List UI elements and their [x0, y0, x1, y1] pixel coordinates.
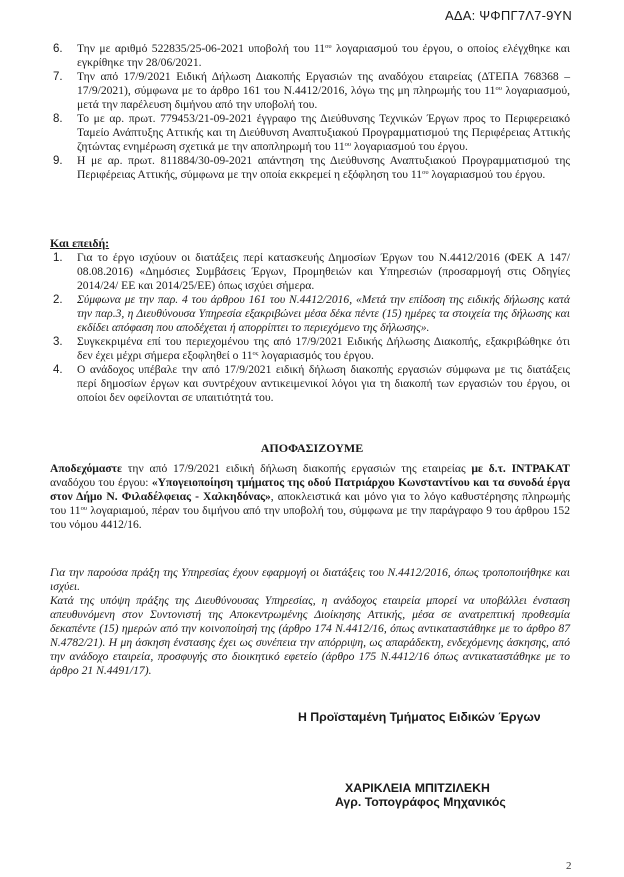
consideration-item: 9. Η με αρ. πρωτ. 811884/30-09-2021 απάντηση της Διεύθυνσης Αναπτυξιακού Προγραμματισμού της Περιφέρειας Αττικής, σύμφωνα με την οποία εκκρεμεί η εξόφληση του $11^{o\upsilon}$ λογαριασμού του έργου. — [53, 154, 570, 181]
whereas-item: 2. Σύμφωνα με την παρ. 4 του άρθρου 161 του Ν.4412/2016, «Μετά την επίδοση της ειδικής δήλωσης κατά την παρ.3, η Διευθύνουσα Υπηρεσία εξακριβώνει μέσα δέκα πέντε (15) ημέρες τα στοιχεία της δήλωσης και εκδίδει απόφαση που αποδέχεται ή απορρίπτει το περιεχόμενο της δήλωσης». — [53, 293, 570, 334]
whereas-item: 3. Συγκεκριμένα επί του περιεχομένου της από 17/9/2021 Ειδικής Δήλωσης Διακοπής, εξακριβώθηκε ότι δεν έχει μέχρι σήμερα εξοφληθεί ο $11^{o\varsigma}$ λογαριασμός του έργου. — [53, 335, 570, 362]
item-number: 3. — [53, 336, 63, 348]
whereas-section — [50, 236, 570, 405]
item-number: 6. — [53, 43, 63, 55]
signatory-title: Αγρ. Τοπογράφος Μηχανικός — [335, 795, 506, 809]
consideration-item: 7. Την από 17/9/2021 Ειδική Δήλωση Διακοπής Εργασιών της αναδόχου εταιρείας (ΔΤΕΠΑ 768368 – 17/9/2021), σύμφωνα με το άρθρο 161 του Ν.4412/2016, λόγω της μη πληρωμής του $11^{o\upsilon}$ λογαριασμού, μετά την παρέλευση διμήνου από την υποβολή του. — [53, 70, 570, 111]
considerations-list — [50, 42, 570, 182]
whereas-item: 4. Ο ανάδοχος υπέβαλε την από 17/9/2021 ειδική δήλωση διακοπής εργασιών σύμφωνα με τις διατάξεις περί δημοσίων έργων και συντρέχουν αντικειμενικοί λόγοι για τη διακοπή των εργασιών του έργου, οι οποίοι δεν οφείλονται σε υπαιτιότητά του. — [53, 363, 570, 404]
legal-notes — [50, 566, 570, 678]
consideration-item: 8. Το με αρ. πρωτ. 779453/21-09-2021 έγγραφο της Διεύθυνσης Τεχνικών Έργων προς το Περιφερειακό Ταμείο Ανάπτυξης Αττικής και τη Διεύθυνση Αναπτυξιακού Προγραμματισμού της Περιφέρειας Αττικής ζητώντας ενημέρωση σχετικά με την αποπληρωμή του $11^{o\upsilon}$ λογαριασμού του έργου. — [53, 112, 570, 153]
item-number: 1. — [53, 252, 63, 264]
consideration-item: 6. Την με αριθμό 522835/25-06-2021 υποβολή του $11^{o\upsilon}$ λογαριασμού του έργου, ο οποίος ελέγχθηκε και εγκρίθηκε την 28/06/2021. — [53, 42, 571, 69]
item-number: 9. — [53, 155, 63, 167]
item-number: 4. — [53, 364, 63, 376]
decision-title: ΑΠΟΦΑΣΙΖΟΥΜΕ — [260, 441, 364, 455]
legal-note-applicable-law: Για την παρούσα πράξη της Υπηρεσίας έχουν εφαρμογή οι διατάξεις του Ν.4412/2016, όπως τροποποιήθηκε και ισχύει. — [50, 566, 570, 593]
item-number: 2. — [53, 294, 63, 306]
whereas-item: 1. Για το έργο ισχύουν οι διατάξεις περί κατασκευής Δημοσίων Έργων του Ν.4412/2016 (ΦΕΚ Α 147/ 08.08.2016) «Δημόσιες Συμβάσεις Έργων, Προμηθειών και Υπηρεσιών (προσαρμογή στις Οδηγίες 2014/24/ ΕΕ και 2014/25/ΕΕ) όπως ισχύει σήμερα. — [53, 251, 570, 292]
whereas-heading: Και επειδή: — [50, 236, 110, 250]
signatory-role: Η Προϊσταμένη Τμήματος Ειδικών Έργων — [298, 710, 541, 724]
signatory-name: ΧΑΡΙΚΛΕΙΑ ΜΠΙΤΖΙΛΕΚΗ — [345, 781, 490, 795]
project-title: «Υπογειοποίηση τμήματος της οδού Πατριάρχου Κωνσταντίνου και τα συνοδά έργα στον Δήμο Ν. Φιλαδέλφειας - Χαλκηδόνας» — [50, 476, 570, 503]
ada-code: ΑΔΑ: ΨΦΠΓ7Λ7-9ΥΝ — [445, 8, 572, 23]
item-number: 8. — [53, 113, 63, 125]
decision-paragraph: Αποδεχόμαστε την από 17/9/2021 ειδική δήλωση διακοπής εργασιών της εταιρείας με δ.τ. ΙΝΤΡΑΚΑΤ αναδόχου του έργου: «Υπογειοποίηση τμήματος της οδού Πατριάρχου Κωνσταντίνου και τα συνοδά έργα στον Δήμο Ν. Φιλαδέλφειας - Χαλκηδόνας», αποκλειστικά και μόνο για το λόγο καθυστέρησης πληρωμής του $11^{o\upsilon}$ λογαριαμού, πέραν του διμήνου από την υποβολή του, σύμφωνα με την παράγραφο 9 του άρθρου 152 του νόμου 4412/16. — [50, 462, 571, 531]
item-number: 7. — [53, 71, 63, 83]
legal-note-objection: Κατά της υπόψη πράξης της Διευθύνουσας Υπηρεσίας, η ανάδοχος εταιρεία μπορεί να υποβάλλει ένσταση απευθυνόμενη στον Συντονιστή της Αποκεντρωμένης Διοίκησης Αττικής, μέσα σε ανατρεπτική προθεσμία δεκαπέντε (15) ημερών από την κοινοποίησή της (άρθρο 174 Ν.4412/16, όπως αντικαταστάθηκε με το άρθρο 87 Ν.4782/21). Η μη άσκηση ένστασης έχει ως συνέπεια την απόρριψη, ως απαράδεκτη, ενδεχόμενης άσκησης, από την ανάδοχο εταιρεία, προσφυγής στο διοικητικό εφετείο (άρθρο 175 Ν.4412/16 όπως αντικαταστάθηκε με το άρθρο 21 Ν.4491/17). — [50, 594, 570, 677]
page-number: 2 — [566, 860, 572, 872]
